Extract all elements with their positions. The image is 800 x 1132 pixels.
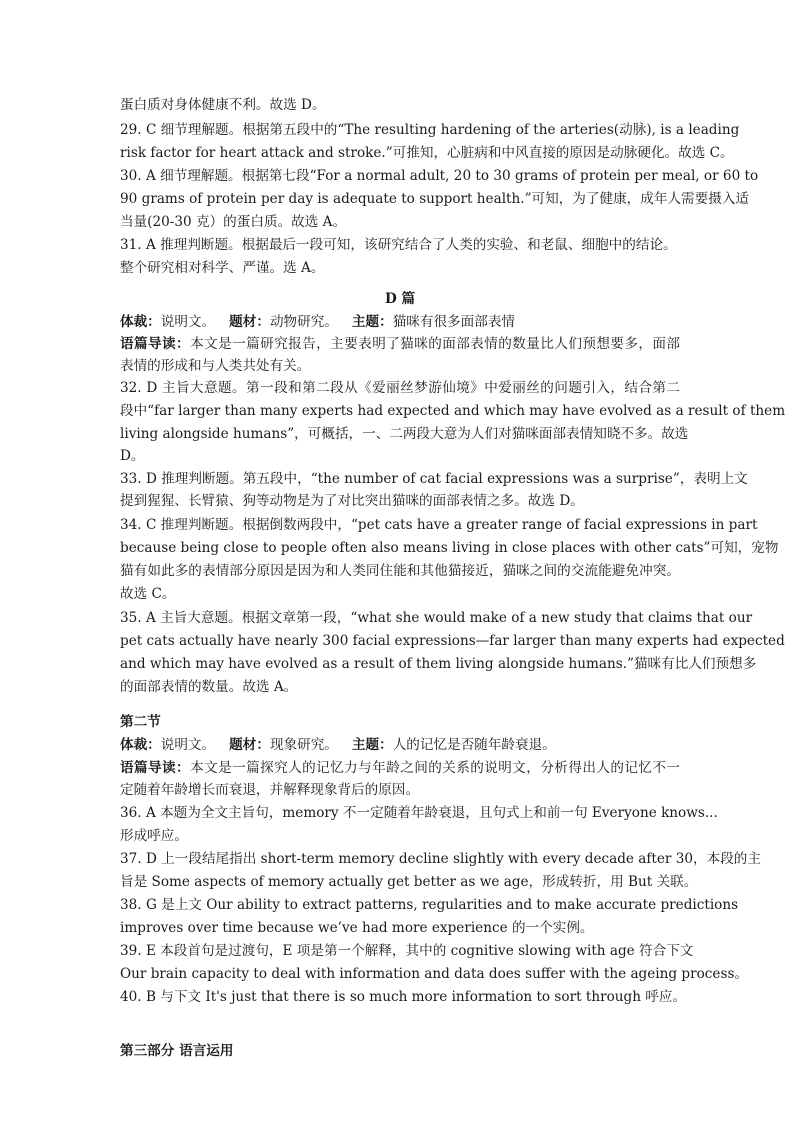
article-intro bbox=[120, 758, 680, 778]
topic-label: 题材： bbox=[229, 314, 270, 330]
section-heading: 第三部分 语言运用 bbox=[120, 1043, 234, 1059]
text-line: Our brain capacity to deal with information and data does suffer with the ageing process。 bbox=[120, 966, 749, 982]
text-line: and which may have evolved as a result of them living alongside humans.”猫咪有比人们预想多 bbox=[120, 656, 757, 672]
text-line: 34. C 推理判断题。根据倒数两段中，“pet cats have a greater range of facial expressions in part bbox=[120, 517, 758, 533]
text-line: 36. A 本题为全文主旨句，memory 不一定随着年龄衰退，且句式上和前一句 Everyone knows... bbox=[120, 805, 718, 821]
text-line: 30. A 细节理解题。根据第七段“For a normal adult, 20 to 30 grams of protein per meal, or 60 to bbox=[120, 168, 759, 184]
text-line: 38. G 是上文 Our ability to extract patterns, regularities and to make accurate predictions bbox=[120, 897, 739, 913]
section-heading: 第二节 bbox=[120, 714, 161, 730]
theme-label: 主题： bbox=[351, 737, 393, 753]
text-line: D。 bbox=[120, 448, 145, 464]
text-line: 35. A 主旨大意题。根据文章第一段，“what she would make of a new study that claims that our bbox=[120, 610, 753, 626]
text-line: 定随着年龄增长而衰退，并解释现象背后的原因。 bbox=[120, 782, 420, 798]
text-line: 形成呼应。 bbox=[120, 828, 188, 844]
text-line: 29. C 细节理解题。根据第五段中的“The resulting hardening of the arteries(动脉), is a leading bbox=[120, 122, 740, 138]
text-line: 蛋白质对身体健康不利。故选 D。 bbox=[120, 97, 326, 113]
text-line: pet cats actually have nearly 300 facial expressions—far larger than many experts had expected bbox=[120, 633, 785, 649]
topic-value: 动物研究。 bbox=[269, 314, 338, 330]
genre-value: 说明文。 bbox=[160, 314, 216, 330]
text-line: 的面部表情的数量。故选 A。 bbox=[120, 679, 298, 695]
text-line: 90 grams of protein per day is adequate to support health.”可知，为了健康，成年人需要摄入适 bbox=[120, 191, 750, 207]
text-line: risk factor for heart attack and stroke.”可推知，心脏病和中风直接的原因是动脉硬化。故选 C。 bbox=[120, 145, 734, 161]
article-intro bbox=[120, 334, 680, 354]
text-line: 33. D 推理判断题。第五段中，“the number of cat facial expressions was a surprise”，表明上文 bbox=[120, 471, 748, 487]
text-line: because being close to people often also means living in close places with other cats”可知，宠物 bbox=[120, 540, 779, 556]
text-line: 提到猩猩、长臂猿、狗等动物是为了对比突出猫咪的面部表情之多。故选 D。 bbox=[120, 493, 584, 509]
text-line: 整个研究相对科学、严谨。选 A。 bbox=[120, 260, 325, 276]
intro-text: 本文是一篇探究人的记忆力与年龄之间的关系的说明文，分析得出人的记忆不一 bbox=[190, 760, 681, 776]
topic-value: 现象研究。 bbox=[269, 737, 338, 753]
text-line: 40. B 与下文 It's just that there is so much more information to sort through 呼应。 bbox=[120, 989, 687, 1005]
theme-value: 人的记忆是否随年龄衰退。 bbox=[392, 737, 556, 753]
intro-text: 本文是一篇研究报告，主要表明了猫咪的面部表情的数量比人们预想要多，面部 bbox=[190, 336, 681, 352]
text-line: 37. D 上一段结尾指出 short-term memory decline slightly with every decade after 30，本段的主 bbox=[120, 851, 761, 867]
text-line: 表情的形成和与人类共处有关。 bbox=[120, 358, 311, 374]
text-line: 31. A 推理判断题。根据最后一段可知，该研究结合了人类的实验、和老鼠、细胞中的结论。 bbox=[120, 237, 677, 253]
text-line: 旨是 Some aspects of memory actually get better as we age，形成转折，用 But 关联。 bbox=[120, 874, 698, 890]
article-meta bbox=[120, 312, 515, 332]
intro-label: 语篇导读： bbox=[120, 336, 191, 352]
intro-label: 语篇导读： bbox=[120, 760, 191, 776]
text-line: improves over time because we’ve had more experience 的一个实例。 bbox=[120, 920, 594, 936]
text-line: 段中“far larger than many experts had expected and which may have evolved as a result of them bbox=[120, 403, 786, 419]
text-line: 猫有如此多的表情部分原因是因为和人类同住能和其他猫接近，猫咪之间的交流能避免冲突。 bbox=[120, 563, 680, 579]
text-line: 39. E 本段首句是过渡句，E 项是第一个解释，其中的 cognitive slowing with age 符合下文 bbox=[120, 943, 694, 959]
theme-label: 主题： bbox=[351, 314, 393, 330]
text-line: living alongside humans”，可概括，一、二两段大意为人们对猫咪面部表情知晓不多。故选 bbox=[120, 426, 689, 442]
text-line: 故选 C。 bbox=[120, 586, 176, 602]
genre-label: 体裁： bbox=[120, 737, 161, 753]
genre-label: 体裁： bbox=[120, 314, 161, 330]
theme-value: 猫咪有很多面部表情 bbox=[392, 314, 516, 330]
topic-label: 题材： bbox=[229, 737, 270, 753]
text-line: 当量(20-30 克）的蛋白质。故选 A。 bbox=[120, 214, 347, 230]
article-meta bbox=[120, 735, 556, 755]
genre-value: 说明文。 bbox=[160, 737, 216, 753]
section-heading: D 篇 bbox=[384, 291, 416, 307]
text-line: 32. D 主旨大意题。第一段和第二段从《爱丽丝梦游仙境》中爱丽丝的问题引入，结合第二 bbox=[120, 380, 680, 396]
